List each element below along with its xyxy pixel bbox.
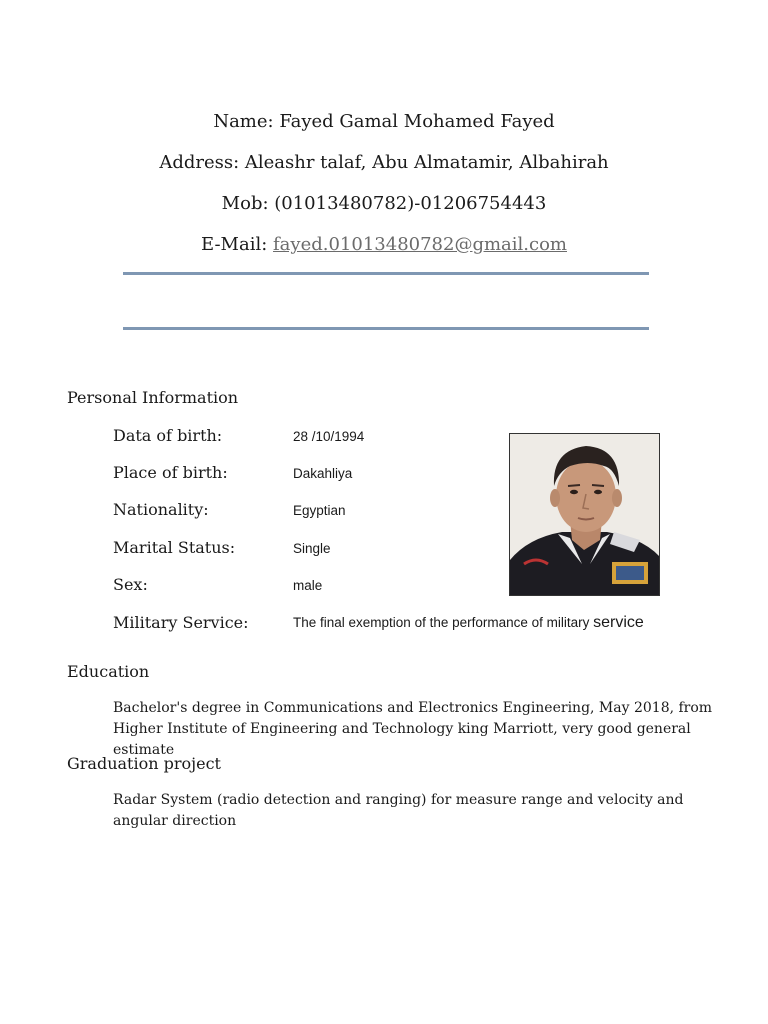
birth-date-value: 28 /10/1994 — [293, 429, 365, 444]
address-line: Address: Aleashr talaf, Abu Almatamir, Albahirah — [159, 152, 609, 173]
birth-date-label: Data of birth: — [113, 426, 223, 445]
marital-status-value: Single — [293, 541, 331, 556]
military-service-label: Military Service: — [113, 613, 249, 632]
education-heading: Education — [67, 662, 150, 681]
name-line: Name: Fayed Gamal Mohamed Fayed — [213, 111, 555, 132]
sex-value: male — [293, 578, 323, 593]
personal-info-heading: Personal Information — [67, 388, 239, 407]
birth-place-value: Dakahliya — [293, 466, 353, 481]
military-service-tail: service — [593, 614, 644, 631]
birth-place-label: Place of birth: — [113, 463, 228, 482]
military-service-text: The final exemption of the performance of military — [293, 615, 594, 630]
mobile-line: Mob: (01013480782)-01206754443 — [221, 193, 547, 214]
email-line — [0, 234, 768, 256]
graduation-text: Radar System (radio detection and ranging) for measure range and velocity and angular direction — [113, 792, 684, 829]
nationality-value: Egyptian — [293, 503, 346, 518]
nationality-label: Nationality: — [113, 500, 209, 519]
graduation-heading: Graduation project — [67, 754, 221, 773]
sex-label: Sex: — [113, 575, 148, 594]
email-link[interactable]: fayed.01013480782@gmail.com — [273, 234, 567, 255]
header-divider-bottom — [123, 327, 649, 330]
header-divider-top — [123, 272, 649, 275]
email-label: E-Mail: — [200, 234, 274, 255]
education-text: Bachelor's degree in Communications and Electronics Engineering, May 2018, from Higher Institute of Engineering and Technology king Marriott, very good general estimate — [113, 700, 713, 758]
military-service-value — [293, 613, 644, 633]
portrait-illustration — [510, 434, 659, 595]
profile-photo — [509, 433, 660, 596]
marital-status-label: Marital Status: — [113, 538, 236, 557]
